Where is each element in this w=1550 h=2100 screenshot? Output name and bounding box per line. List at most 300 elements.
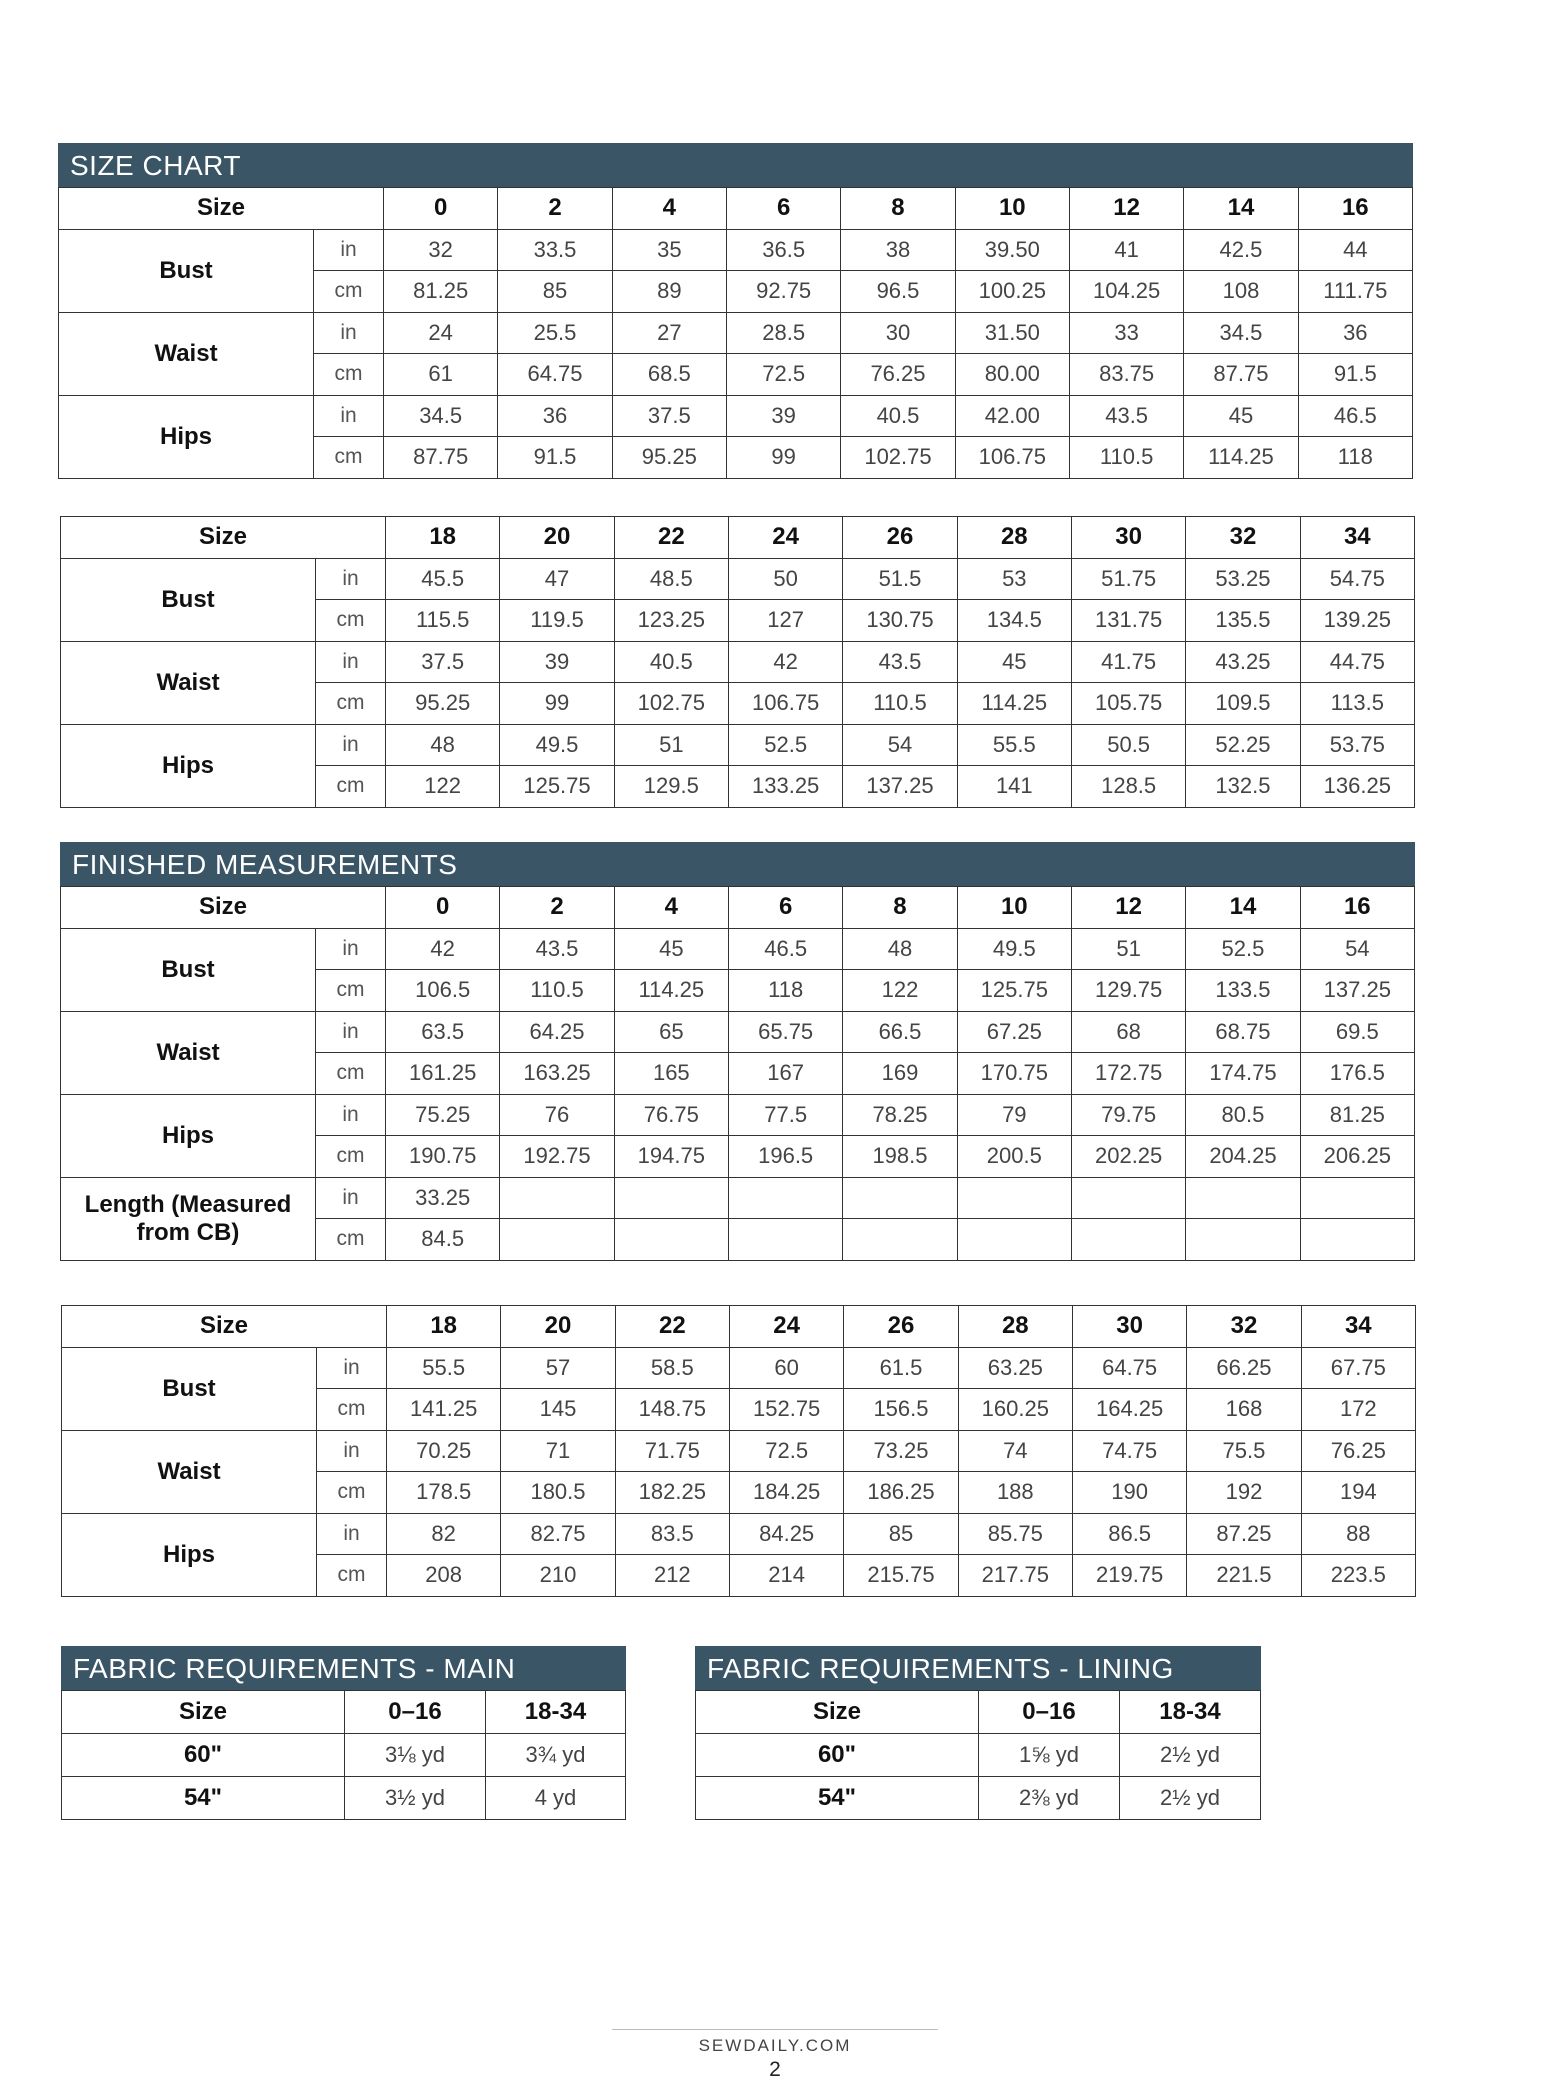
measurement-value: 178.5 — [387, 1472, 501, 1514]
measurement-row — [61, 724, 1415, 766]
size-column-header: 30 — [1071, 517, 1185, 559]
measurement-value: 28.5 — [726, 312, 840, 354]
size-column-header: 0 — [386, 887, 500, 929]
size-chart-table-2 — [60, 516, 1415, 808]
measurement-value: 34.5 — [384, 395, 498, 437]
measurement-value: 66.25 — [1187, 1347, 1301, 1389]
measurement-value: 118 — [728, 970, 842, 1012]
measurement-row — [61, 558, 1415, 600]
measurement-value: 92.75 — [726, 271, 840, 313]
size-column-header: 14 — [1184, 188, 1298, 230]
size-chart-section-2 — [60, 516, 1415, 808]
measurement-value: 89 — [612, 271, 726, 313]
size-column-header: 8 — [843, 887, 957, 929]
fabric-column-header: Size — [696, 1691, 979, 1734]
measurement-value: 84.25 — [729, 1513, 843, 1555]
measurement-row — [59, 312, 1413, 354]
measurement-value: 105.75 — [1071, 683, 1185, 725]
page-number: 2 — [769, 2058, 781, 2081]
measurement-value: 64.75 — [1072, 1347, 1186, 1389]
measurement-label: Bust — [59, 229, 314, 312]
unit-label: cm — [314, 437, 384, 479]
size-column-header: 18 — [387, 1306, 501, 1348]
measurement-value: 58.5 — [615, 1347, 729, 1389]
measurement-value: 64.75 — [498, 354, 612, 396]
measurement-value: 41.75 — [1071, 641, 1185, 683]
measurement-label: Bust — [62, 1347, 317, 1430]
measurement-value: 156.5 — [844, 1389, 958, 1431]
measurement-value: 75.5 — [1187, 1430, 1301, 1472]
measurement-label: Waist — [59, 312, 314, 395]
measurement-value: 188 — [958, 1472, 1072, 1514]
unit-label: cm — [316, 1053, 386, 1095]
measurement-value: 51.5 — [843, 558, 957, 600]
measurement-value: 118 — [1298, 437, 1412, 479]
measurement-value: 73.25 — [844, 1430, 958, 1472]
measurement-value: 54 — [1300, 928, 1414, 970]
measurement-value: 68.75 — [1186, 1011, 1300, 1053]
footer-divider — [612, 2029, 938, 2030]
measurement-value: 137.25 — [1300, 970, 1414, 1012]
size-header-row — [59, 188, 1413, 230]
measurement-value: 54.75 — [1300, 558, 1414, 600]
measurement-value: 76 — [500, 1094, 614, 1136]
size-column-header: 16 — [1300, 887, 1414, 929]
measurement-value: 214 — [729, 1555, 843, 1597]
measurement-value: 86.5 — [1072, 1513, 1186, 1555]
measurement-value: 66.5 — [843, 1011, 957, 1053]
measurement-value: 55.5 — [957, 724, 1071, 766]
measurement-value: 30 — [841, 312, 955, 354]
fabric-yardage: 3½ yd — [345, 1777, 486, 1820]
measurement-value: 131.75 — [1071, 600, 1185, 642]
measurement-value: 95.25 — [612, 437, 726, 479]
measurement-value: 219.75 — [1072, 1555, 1186, 1597]
size-column-header: 32 — [1186, 517, 1300, 559]
measurement-value: 109.5 — [1186, 683, 1300, 725]
measurement-label: Hips — [62, 1513, 317, 1596]
measurement-value: 51 — [614, 724, 728, 766]
measurement-value: 96.5 — [841, 271, 955, 313]
unit-label: cm — [316, 766, 386, 808]
size-column-header: 20 — [501, 1306, 615, 1348]
size-column-header: 2 — [500, 887, 614, 929]
fabric-yardage: 4 yd — [486, 1777, 626, 1820]
unit-label: in — [316, 1094, 386, 1136]
measurement-value: 67.75 — [1301, 1347, 1415, 1389]
measurement-value: 95.25 — [386, 683, 500, 725]
measurement-value: 39 — [726, 395, 840, 437]
size-column-header: 22 — [615, 1306, 729, 1348]
size-column-header: 32 — [1187, 1306, 1301, 1348]
measurement-value: 200.5 — [957, 1136, 1071, 1178]
fabric-row — [62, 1734, 626, 1777]
measurement-value: 57 — [501, 1347, 615, 1389]
size-header-row — [61, 887, 1415, 929]
measurement-row — [61, 1011, 1415, 1053]
measurement-value: 134.5 — [957, 600, 1071, 642]
measurement-value: 91.5 — [1298, 354, 1412, 396]
measurement-label: Length (Measured from CB) — [61, 1177, 316, 1260]
measurement-value: 53 — [957, 558, 1071, 600]
measurement-row — [61, 641, 1415, 683]
fabric-lining-title: FABRIC REQUIREMENTS - LINING — [695, 1646, 1261, 1690]
measurement-value: 84.5 — [386, 1219, 500, 1261]
measurement-label: Hips — [59, 395, 314, 478]
unit-label: in — [316, 724, 386, 766]
unit-label: in — [317, 1347, 387, 1389]
measurement-value: 99 — [500, 683, 614, 725]
size-column-header: 2 — [498, 188, 612, 230]
measurement-value: 76.25 — [841, 354, 955, 396]
unit-label: in — [317, 1513, 387, 1555]
measurement-value: 145 — [501, 1389, 615, 1431]
measurement-row — [59, 229, 1413, 271]
size-column-header: 28 — [957, 517, 1071, 559]
measurement-value: 36 — [1298, 312, 1412, 354]
measurement-value: 47 — [500, 558, 614, 600]
measurement-value: 77.5 — [728, 1094, 842, 1136]
measurement-row — [62, 1347, 1416, 1389]
measurement-value: 65.75 — [728, 1011, 842, 1053]
measurement-value: 141.25 — [387, 1389, 501, 1431]
measurement-value: 33 — [1069, 312, 1183, 354]
fabric-lining-section — [695, 1646, 1261, 1820]
measurement-value: 55.5 — [387, 1347, 501, 1389]
size-column-header: 34 — [1301, 1306, 1415, 1348]
measurement-value: 45 — [1184, 395, 1298, 437]
fabric-row — [696, 1734, 1261, 1777]
measurement-value: 37.5 — [386, 641, 500, 683]
measurement-value: 182.25 — [615, 1472, 729, 1514]
measurement-value: 76.75 — [614, 1094, 728, 1136]
size-column-header: 24 — [728, 517, 842, 559]
measurement-value: 141 — [957, 766, 1071, 808]
measurement-value: 43.25 — [1186, 641, 1300, 683]
fabric-column-header: 0–16 — [979, 1691, 1120, 1734]
measurement-value: 210 — [501, 1555, 615, 1597]
measurement-value: 61 — [384, 354, 498, 396]
measurement-value: 76.25 — [1301, 1430, 1415, 1472]
fabric-column-header: Size — [62, 1691, 345, 1734]
measurement-value: 127 — [728, 600, 842, 642]
measurement-value: 37.5 — [612, 395, 726, 437]
measurement-value: 170.75 — [957, 1053, 1071, 1095]
measurement-label: Bust — [61, 558, 316, 641]
measurement-value: 192.75 — [500, 1136, 614, 1178]
measurement-value: 48 — [843, 928, 957, 970]
measurement-value — [1300, 1177, 1414, 1219]
measurement-value: 174.75 — [1186, 1053, 1300, 1095]
size-column-header: 26 — [843, 517, 957, 559]
measurement-value: 99 — [726, 437, 840, 479]
unit-label: cm — [317, 1472, 387, 1514]
fabric-main-title: FABRIC REQUIREMENTS - MAIN — [61, 1646, 626, 1690]
measurement-value: 78.25 — [843, 1094, 957, 1136]
unit-label: cm — [314, 354, 384, 396]
measurement-value: 71 — [501, 1430, 615, 1472]
measurement-value: 65 — [614, 1011, 728, 1053]
fabric-row — [62, 1777, 626, 1820]
size-column-header: 6 — [728, 887, 842, 929]
fabric-main-section — [61, 1646, 626, 1820]
measurement-row — [61, 1177, 1415, 1219]
unit-label: cm — [317, 1555, 387, 1597]
fabric-yardage: 1⅝ yd — [979, 1734, 1120, 1777]
measurement-value: 52.5 — [1186, 928, 1300, 970]
measurement-row — [61, 928, 1415, 970]
fabric-width-label: 60" — [696, 1734, 979, 1777]
measurement-value: 51 — [1071, 928, 1185, 970]
measurement-value: 106.75 — [728, 683, 842, 725]
fabric-column-header: 18-34 — [486, 1691, 626, 1734]
fabric-yardage: 3¾ yd — [486, 1734, 626, 1777]
measurement-value: 83.5 — [615, 1513, 729, 1555]
size-chart-title: SIZE CHART — [58, 143, 1413, 187]
size-header-label: Size — [61, 887, 386, 929]
measurement-value: 39 — [500, 641, 614, 683]
measurement-value: 108 — [1184, 271, 1298, 313]
fabric-row — [696, 1777, 1261, 1820]
measurement-value: 49.5 — [957, 928, 1071, 970]
fabric-yardage: 3⅛ yd — [345, 1734, 486, 1777]
measurement-value: 110.5 — [1069, 437, 1183, 479]
size-column-header: 22 — [614, 517, 728, 559]
measurement-row — [62, 1513, 1416, 1555]
fabric-yardage: 2½ yd — [1120, 1734, 1261, 1777]
measurement-value — [614, 1177, 728, 1219]
measurement-value: 133.25 — [728, 766, 842, 808]
measurement-value — [728, 1177, 842, 1219]
measurement-label: Waist — [62, 1430, 317, 1513]
measurement-value: 61.5 — [844, 1347, 958, 1389]
measurement-value: 223.5 — [1301, 1555, 1415, 1597]
measurement-value: 48.5 — [614, 558, 728, 600]
measurement-value: 172.75 — [1071, 1053, 1185, 1095]
measurement-value: 42.5 — [1184, 229, 1298, 271]
measurement-value: 51.75 — [1071, 558, 1185, 600]
size-header-label: Size — [62, 1306, 387, 1348]
measurement-value: 81.25 — [1300, 1094, 1414, 1136]
unit-label: cm — [316, 1219, 386, 1261]
measurement-value: 64.25 — [500, 1011, 614, 1053]
measurement-value: 119.5 — [500, 600, 614, 642]
measurement-value: 87.75 — [384, 437, 498, 479]
measurement-value: 110.5 — [843, 683, 957, 725]
measurement-value: 133.5 — [1186, 970, 1300, 1012]
measurement-value: 100.25 — [955, 271, 1069, 313]
size-column-header: 4 — [614, 887, 728, 929]
measurement-value: 72.5 — [729, 1430, 843, 1472]
measurement-value: 190 — [1072, 1472, 1186, 1514]
measurement-value: 194.75 — [614, 1136, 728, 1178]
size-header-row — [62, 1306, 1416, 1348]
measurement-value: 129.5 — [614, 766, 728, 808]
measurement-value: 164.25 — [1072, 1389, 1186, 1431]
measurement-value: 91.5 — [498, 437, 612, 479]
measurement-value: 129.75 — [1071, 970, 1185, 1012]
measurement-value: 52.5 — [728, 724, 842, 766]
measurement-value: 85 — [844, 1513, 958, 1555]
size-column-header: 8 — [841, 188, 955, 230]
measurement-value: 75.25 — [386, 1094, 500, 1136]
measurement-value: 41 — [1069, 229, 1183, 271]
measurement-value: 38 — [841, 229, 955, 271]
size-column-header: 6 — [726, 188, 840, 230]
measurement-row — [59, 395, 1413, 437]
measurement-value: 104.25 — [1069, 271, 1183, 313]
measurement-value — [1186, 1219, 1300, 1261]
measurement-value: 163.25 — [500, 1053, 614, 1095]
measurement-value: 110.5 — [500, 970, 614, 1012]
unit-label: in — [317, 1430, 387, 1472]
measurement-value: 80.5 — [1186, 1094, 1300, 1136]
measurement-value — [614, 1219, 728, 1261]
measurement-value: 60 — [729, 1347, 843, 1389]
fabric-header-row — [696, 1691, 1261, 1734]
measurement-value: 36.5 — [726, 229, 840, 271]
measurement-value: 33.25 — [386, 1177, 500, 1219]
fabric-width-label: 60" — [62, 1734, 345, 1777]
fabric-column-header: 0–16 — [345, 1691, 486, 1734]
measurement-value: 148.75 — [615, 1389, 729, 1431]
measurement-value: 167 — [728, 1053, 842, 1095]
measurement-value: 45.5 — [386, 558, 500, 600]
measurement-value: 217.75 — [958, 1555, 1072, 1597]
measurement-value — [500, 1177, 614, 1219]
measurement-value — [843, 1177, 957, 1219]
measurement-value: 82.75 — [501, 1513, 615, 1555]
measurement-value — [1300, 1219, 1414, 1261]
measurement-value: 82 — [387, 1513, 501, 1555]
measurement-value: 71.75 — [615, 1430, 729, 1472]
unit-label: in — [316, 928, 386, 970]
measurement-label: Bust — [61, 928, 316, 1011]
fabric-yardage: 2⅜ yd — [979, 1777, 1120, 1820]
measurement-value: 68.5 — [612, 354, 726, 396]
measurement-value: 35 — [612, 229, 726, 271]
measurement-value: 53.25 — [1186, 558, 1300, 600]
measurement-value — [1071, 1177, 1185, 1219]
size-header-label: Size — [59, 188, 384, 230]
size-column-header: 20 — [500, 517, 614, 559]
fabric-main-table — [61, 1690, 626, 1820]
measurement-value: 34.5 — [1184, 312, 1298, 354]
measurement-value: 168 — [1187, 1389, 1301, 1431]
measurement-value: 50.5 — [1071, 724, 1185, 766]
unit-label: in — [314, 229, 384, 271]
measurement-value: 79 — [957, 1094, 1071, 1136]
measurement-value: 160.25 — [958, 1389, 1072, 1431]
finished-measurements-section — [60, 842, 1415, 1261]
measurement-value: 128.5 — [1071, 766, 1185, 808]
unit-label: cm — [316, 970, 386, 1012]
measurement-value: 206.25 — [1300, 1136, 1414, 1178]
measurement-value: 40.5 — [614, 641, 728, 683]
measurement-value: 31.50 — [955, 312, 1069, 354]
measurement-value: 63.5 — [386, 1011, 500, 1053]
unit-label: in — [314, 395, 384, 437]
measurement-value: 67.25 — [957, 1011, 1071, 1053]
measurement-value: 114.25 — [1184, 437, 1298, 479]
unit-label: in — [316, 558, 386, 600]
measurement-value: 52.25 — [1186, 724, 1300, 766]
fabric-width-label: 54" — [62, 1777, 345, 1820]
measurement-value: 125.75 — [957, 970, 1071, 1012]
measurement-value: 87.25 — [1187, 1513, 1301, 1555]
measurement-value — [1071, 1219, 1185, 1261]
measurement-value: 80.00 — [955, 354, 1069, 396]
measurement-value: 44 — [1298, 229, 1412, 271]
size-column-header: 34 — [1300, 517, 1414, 559]
finished-measurements-table-1 — [60, 886, 1415, 1261]
measurement-value: 48 — [386, 724, 500, 766]
measurement-value: 165 — [614, 1053, 728, 1095]
measurement-value: 221.5 — [1187, 1555, 1301, 1597]
size-column-header: 16 — [1298, 188, 1412, 230]
measurement-value: 152.75 — [729, 1389, 843, 1431]
measurement-value: 139.25 — [1300, 600, 1414, 642]
size-column-header: 28 — [958, 1306, 1072, 1348]
measurement-value: 42 — [728, 641, 842, 683]
measurement-value: 24 — [384, 312, 498, 354]
measurement-value: 42.00 — [955, 395, 1069, 437]
measurement-value: 33.5 — [498, 229, 612, 271]
measurement-value: 122 — [386, 766, 500, 808]
measurement-value: 176.5 — [1300, 1053, 1414, 1095]
unit-label: cm — [314, 271, 384, 313]
measurement-value: 172 — [1301, 1389, 1415, 1431]
measurement-value: 106.5 — [386, 970, 500, 1012]
measurement-row — [62, 1430, 1416, 1472]
measurement-value: 45 — [614, 928, 728, 970]
fabric-yardage: 2½ yd — [1120, 1777, 1261, 1820]
size-header-label: Size — [61, 517, 386, 559]
measurement-value: 72.5 — [726, 354, 840, 396]
measurement-value: 190.75 — [386, 1136, 500, 1178]
measurement-value: 70.25 — [387, 1430, 501, 1472]
finished-measurements-title: FINISHED MEASUREMENTS — [60, 842, 1415, 886]
measurement-value: 114.25 — [957, 683, 1071, 725]
fabric-header-row — [62, 1691, 626, 1734]
measurement-value: 114.25 — [614, 970, 728, 1012]
measurement-value: 106.75 — [955, 437, 1069, 479]
size-chart-section — [58, 143, 1413, 479]
measurement-value: 186.25 — [844, 1472, 958, 1514]
size-column-header: 0 — [384, 188, 498, 230]
measurement-value: 137.25 — [843, 766, 957, 808]
measurement-value: 68 — [1071, 1011, 1185, 1053]
measurement-label: Waist — [61, 641, 316, 724]
measurement-value: 36 — [498, 395, 612, 437]
unit-label: in — [316, 641, 386, 683]
measurement-value: 196.5 — [728, 1136, 842, 1178]
measurement-value: 74 — [958, 1430, 1072, 1472]
measurement-value: 202.25 — [1071, 1136, 1185, 1178]
size-column-header: 10 — [957, 887, 1071, 929]
size-column-header: 10 — [955, 188, 1069, 230]
measurement-value: 184.25 — [729, 1472, 843, 1514]
measurement-value: 32 — [384, 229, 498, 271]
measurement-value: 46.5 — [728, 928, 842, 970]
measurement-value: 212 — [615, 1555, 729, 1597]
measurement-value: 27 — [612, 312, 726, 354]
measurement-value: 74.75 — [1072, 1430, 1186, 1472]
measurement-value: 81.25 — [384, 271, 498, 313]
measurement-value: 42 — [386, 928, 500, 970]
finished-measurements-section-2 — [61, 1305, 1416, 1597]
measurement-value: 43.5 — [843, 641, 957, 683]
